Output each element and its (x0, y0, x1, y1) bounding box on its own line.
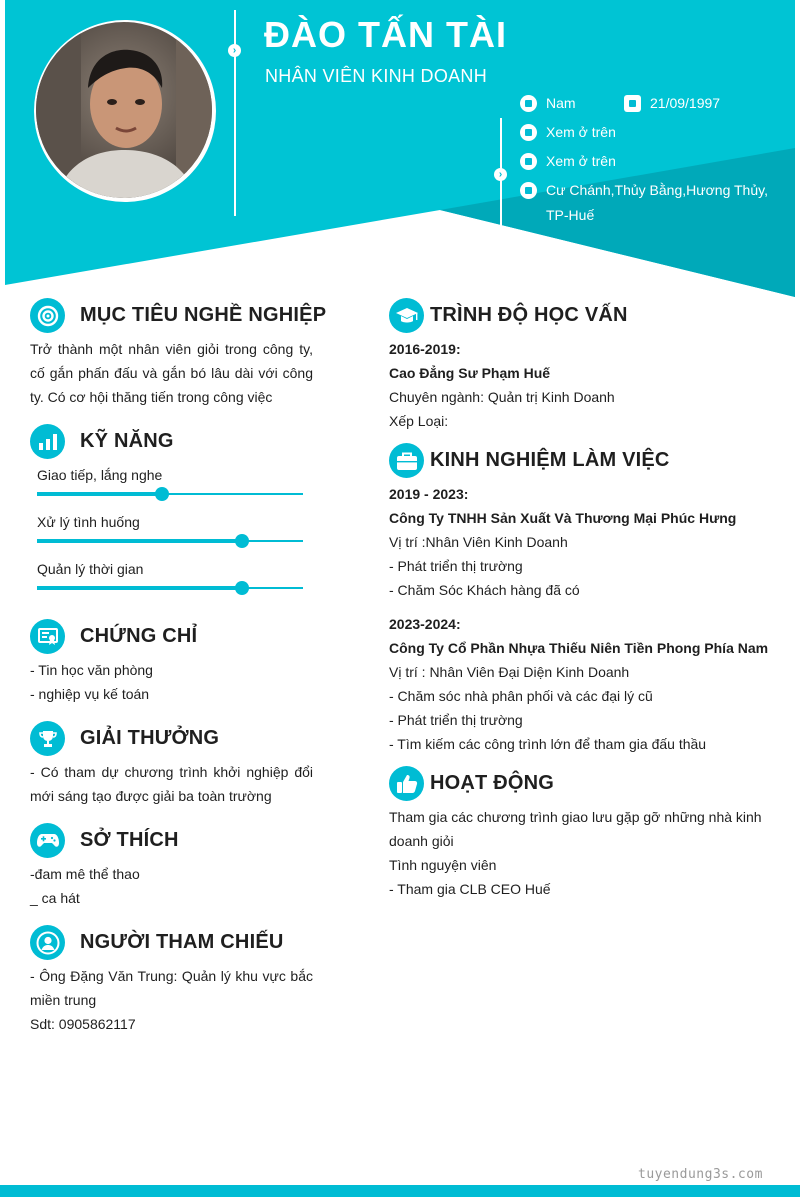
activities-title: HOẠT ĐỘNG (430, 772, 555, 794)
job-detail: - Tìm kiếm các công trình lớn để tham gia đấu thầu (389, 736, 707, 752)
reference-text: - Ông Đặng Văn Trung: Quản lý khu vực bắc miền trung (30, 968, 313, 1008)
hobbies-section-header (30, 823, 179, 858)
gender-icon (520, 95, 537, 112)
references-section-header (30, 925, 284, 960)
experience-title: KINH NGHIỆM LÀM VIỆC (430, 449, 670, 471)
skills-title: KỸ NĂNG (80, 430, 174, 452)
address-info (520, 178, 770, 228)
chevron-right-icon: › (494, 168, 507, 181)
skill-slider-handle (235, 581, 249, 595)
phone-value: Xem ở trên (546, 124, 616, 140)
job-detail: Vị trí : Nhân Viên Đại Diện Kinh Doanh (389, 664, 630, 680)
certificate-item: - Tin học văn phòng (30, 662, 153, 678)
hobby-item: -đam mê thể thao (30, 866, 140, 882)
job-detail: - Phát triển thị trường (389, 712, 523, 728)
education-major: Chuyên ngành: Quản trị Kinh Doanh (389, 389, 615, 405)
email-icon (520, 153, 537, 170)
skills-section-header (30, 424, 174, 459)
hobby-item: _ ca hát (30, 890, 80, 906)
job-company: Công Ty TNHH Sản Xuất Và Thương Mại Phúc Hưng (389, 510, 737, 526)
phone-info (520, 120, 616, 145)
calendar-icon (624, 95, 641, 112)
awards-body (30, 760, 313, 808)
objective-title: MỤC TIÊU NGHỀ NGHIỆP (80, 304, 327, 326)
references-title: NGƯỜI THAM CHIẾU (80, 931, 284, 953)
chevron-right-icon: › (228, 44, 241, 57)
thumbs-up-icon (389, 766, 424, 801)
bar-chart-icon (30, 424, 65, 459)
trophy-icon (30, 721, 65, 756)
hobbies-title: SỞ THÍCH (80, 829, 179, 851)
activity-item: - Tham gia CLB CEO Huế (389, 881, 551, 897)
hobbies-body (30, 862, 140, 910)
watermark: tuyendung3s.com (638, 1167, 763, 1182)
certificate-item: - nghiệp vụ kế toán (30, 686, 150, 702)
education-period: 2016-2019: (389, 341, 461, 357)
certificates-body (30, 658, 153, 706)
location-icon (520, 182, 537, 199)
phone-icon (520, 124, 537, 141)
graduation-cap-icon (389, 298, 424, 333)
job-detail: - Chăm Sóc Khách hàng đã có (389, 582, 580, 598)
activities-section-header (389, 766, 554, 801)
skill-bar-fill (37, 586, 242, 590)
email-info (520, 149, 616, 174)
job-period: 2019 - 2023: (389, 486, 469, 502)
skill-slider-handle (235, 534, 249, 548)
briefcase-icon (389, 443, 424, 478)
job-detail: - Chăm sóc nhà phân phối và các đại lý cũ (389, 688, 653, 704)
activity-text: Tham gia các chương trình giao lưu gặp gỡ những nhà kinh doanh giỏi (389, 809, 762, 849)
candidate-name: ĐÀO TẤN TÀI (264, 14, 507, 55)
header-divider-line (234, 10, 236, 216)
award-text: - Có tham dự chương trình khởi nghiệp đổi mới sáng tạo được giải ba toàn trường (30, 764, 313, 804)
education-section-header (389, 298, 628, 333)
objective-body (30, 337, 313, 409)
experience-section-header (389, 443, 670, 478)
skill-bar-fill (37, 492, 162, 496)
awards-section-header (30, 721, 219, 756)
footer-bar (0, 1185, 800, 1197)
certificates-section-header (30, 619, 197, 654)
activities-body (389, 805, 774, 901)
job-period: 2023-2024: (389, 616, 461, 632)
skill-label: Quản lý thời gian (37, 561, 144, 577)
skill-slider-handle (155, 487, 169, 501)
birthday-info (624, 91, 720, 116)
objective-section-header (30, 298, 326, 333)
experience-job (389, 482, 736, 602)
awards-title: GIẢI THƯỞNG (80, 727, 220, 749)
references-body (30, 964, 313, 1036)
skill-label: Giao tiếp, lắng nghe (37, 467, 163, 483)
reference-phone: Sdt: 0905862117 (30, 1016, 136, 1032)
person-icon (30, 925, 65, 960)
certificate-icon (30, 619, 65, 654)
avatar (36, 22, 212, 198)
experience-job (389, 612, 768, 756)
education-title: TRÌNH ĐỘ HỌC VẤN (430, 304, 628, 326)
gamepad-icon (30, 823, 65, 858)
education-body (389, 337, 615, 433)
address-value: Cư Chánh,Thủy Bằng,Hương Thủy, TP-Huế (546, 182, 768, 223)
header (0, 0, 800, 300)
education-rank: Xếp Loại: (389, 413, 449, 429)
gender-info (520, 91, 576, 116)
birthday-value: 21/09/1997 (650, 95, 721, 111)
education-school: Cao Đẳng Sư Phạm Huế (389, 365, 551, 381)
job-company: Công Ty Cổ Phần Nhựa Thiếu Niên Tiền Phong Phía Nam (389, 640, 769, 656)
job-detail: - Phát triển thị trường (389, 558, 523, 574)
certificates-title: CHỨNG CHỈ (80, 625, 198, 647)
job-detail: Vị trí :Nhân Viên Kinh Doanh (389, 534, 568, 550)
gender-value: Nam (546, 95, 576, 111)
target-icon (30, 298, 65, 333)
objective-text: Trở thành một nhân viên giỏi trong công ty, cố gắn phấn đấu và gắn bó lâu dài với công ty. Có cơ hội thăng tiến trong công việc (30, 341, 313, 405)
activity-item: Tình nguyện viên (389, 857, 497, 873)
candidate-job-title: NHÂN VIÊN KINH DOANH (265, 66, 488, 86)
email-value: Xem ở trên (546, 153, 616, 169)
skill-bar-fill (37, 539, 242, 543)
skill-label: Xử lý tình huống (37, 514, 140, 530)
